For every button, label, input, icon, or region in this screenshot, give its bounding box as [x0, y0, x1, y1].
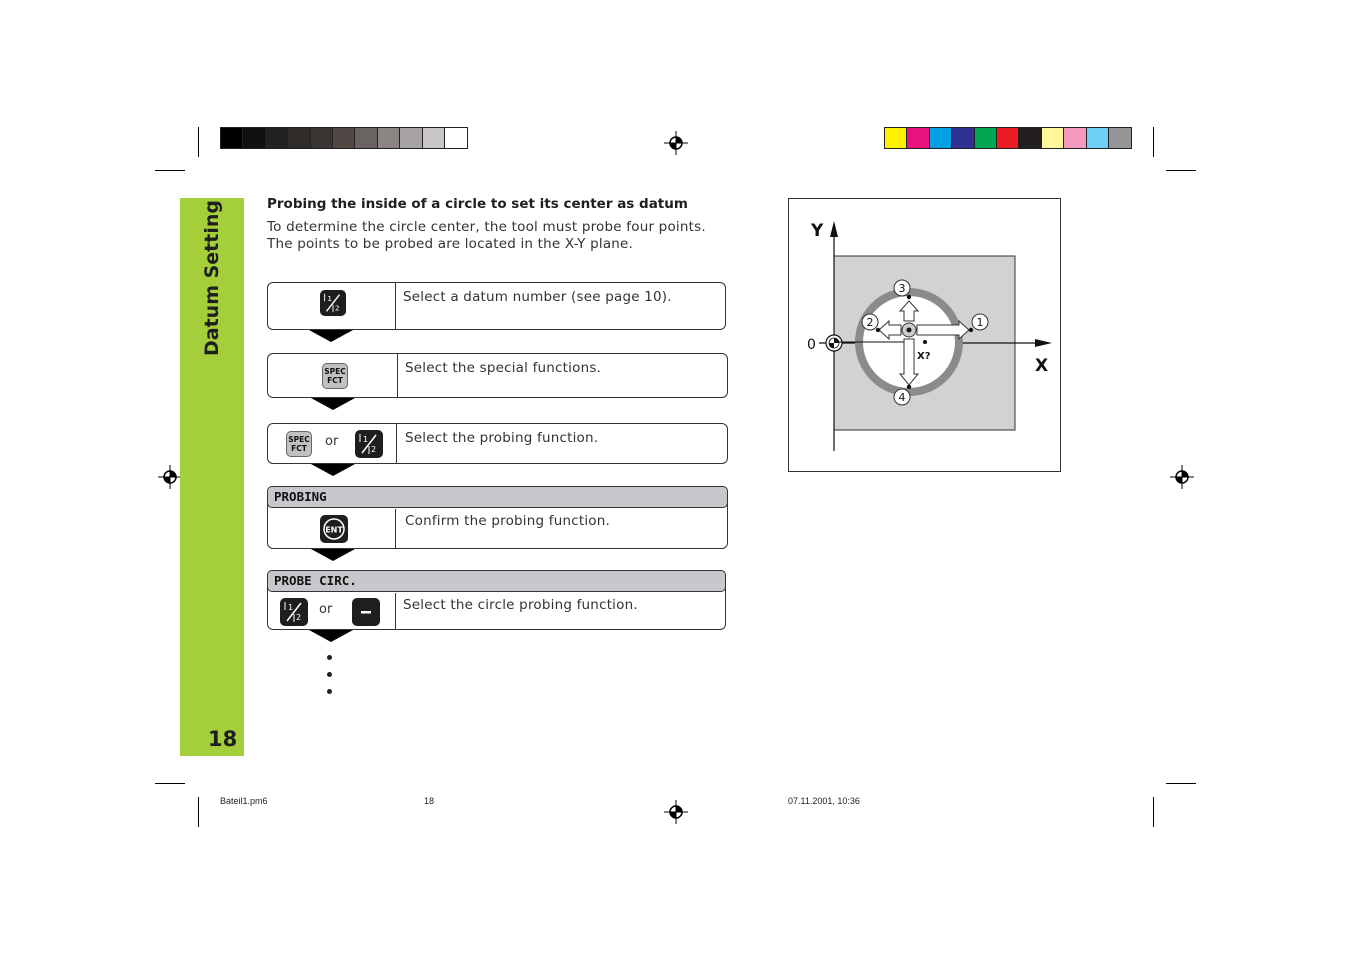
- continuation-dot: [327, 689, 332, 694]
- color-swatch: [288, 128, 310, 148]
- section-heading: Probing the inside of a circle to set its center as datum: [267, 196, 688, 212]
- crop-mark: [1153, 127, 1154, 157]
- page-number: 18: [208, 727, 238, 751]
- color-swatch: [355, 128, 377, 148]
- display-readout: PROBING: [267, 486, 728, 508]
- registration-mark-icon: [158, 465, 182, 489]
- step-arrow-icon: [311, 549, 355, 561]
- point-label-1: 1: [976, 316, 984, 329]
- color-swatch: [266, 128, 288, 148]
- color-swatch: [1109, 128, 1131, 148]
- color-swatch: [445, 128, 467, 148]
- crop-mark: [1166, 170, 1196, 171]
- origin-label: 0: [807, 337, 816, 353]
- registration-mark-icon: [664, 131, 688, 155]
- footer-filename: Bateil1.pm6: [220, 796, 268, 806]
- step-arrow-icon: [311, 398, 355, 410]
- step-arrow-icon: [311, 464, 355, 476]
- step-text: Select the special functions.: [405, 360, 602, 376]
- step-text: Select the circle probing function.: [403, 597, 638, 613]
- color-swatch: [400, 128, 422, 148]
- color-swatch: [423, 128, 445, 148]
- display-readout: PROBE CIRC.: [267, 570, 726, 592]
- svg-text:2: 2: [296, 613, 302, 622]
- step-special-functions: [267, 353, 728, 398]
- color-swatch: [1064, 128, 1086, 148]
- color-swatch: [1042, 128, 1064, 148]
- color-swatch: [311, 128, 333, 148]
- x-axis-label: X: [1035, 356, 1049, 376]
- color-swatch: [1019, 128, 1041, 148]
- color-swatch: [975, 128, 997, 148]
- svg-text:2: 2: [334, 303, 340, 313]
- step-arrow-icon: [309, 630, 353, 642]
- footer-timestamp: 07.11.2001, 10:36: [788, 796, 860, 806]
- color-swatch: [333, 128, 355, 148]
- crop-mark: [155, 170, 185, 171]
- continuation-dot: [327, 655, 332, 660]
- or-label: or: [325, 434, 339, 449]
- step-probing-function: [267, 423, 728, 464]
- color-swatch: [221, 128, 243, 148]
- x-axis-arrow-icon: [1035, 339, 1052, 347]
- crop-mark: [1166, 783, 1196, 784]
- continuation-dot: [327, 672, 332, 677]
- registration-mark-icon: [1170, 465, 1194, 489]
- point-label-2: 2: [866, 316, 874, 329]
- y-axis-arrow-icon: [830, 221, 838, 237]
- y-axis-label: Y: [811, 221, 824, 241]
- spec-fct-key-icon[interactable]: SPEC FCT: [286, 431, 312, 457]
- point-label-4: 4: [898, 391, 906, 404]
- point-label-3: 3: [898, 282, 906, 295]
- color-swatch: [243, 128, 265, 148]
- step-text: Select a datum number (see page 10).: [403, 289, 672, 305]
- color-swatch: [885, 128, 907, 148]
- color-swatch: [907, 128, 929, 148]
- center-label: X?: [917, 351, 931, 362]
- crop-mark: [198, 127, 199, 157]
- step-text: Select the probing function.: [405, 430, 599, 446]
- color-swatch: [1087, 128, 1109, 148]
- circle-probing-diagram: [789, 199, 1060, 471]
- crop-mark: [1153, 797, 1154, 827]
- step-select-datum: [267, 282, 726, 330]
- step-arrow-icon: [309, 330, 353, 342]
- origin-datum-icon: [826, 335, 842, 351]
- color-swatch: [378, 128, 400, 148]
- ent-key-icon[interactable]: [320, 515, 348, 543]
- datum-number-key-icon[interactable]: [355, 430, 383, 458]
- datum-number-key-icon[interactable]: [320, 290, 346, 316]
- footer-page: 18: [424, 796, 435, 806]
- crop-mark: [155, 783, 185, 784]
- section-intro: To determine the circle center, the tool must probe four points. The points to be probed are located in the X-Y plane.: [267, 219, 706, 252]
- svg-text:ENT: ENT: [325, 525, 343, 535]
- crop-mark: [198, 797, 199, 827]
- svg-text:2: 2: [371, 445, 377, 454]
- chapter-title: Datum Setting: [201, 200, 223, 356]
- datum-number-key-icon[interactable]: [280, 598, 308, 626]
- center-point: [923, 340, 927, 344]
- color-swatch: [952, 128, 974, 148]
- svg-text:1: 1: [288, 603, 294, 612]
- probing-diagram: [788, 198, 1061, 472]
- svg-text:1: 1: [327, 294, 333, 304]
- svg-text:1: 1: [363, 435, 369, 444]
- color-swatch: [930, 128, 952, 148]
- registration-mark-icon: [664, 800, 688, 824]
- or-label: or: [319, 602, 333, 617]
- minus-key-icon[interactable]: [352, 598, 380, 626]
- spec-fct-key-icon[interactable]: SPEC FCT: [322, 363, 348, 389]
- step-text: Confirm the probing function.: [405, 513, 611, 529]
- color-swatch: [997, 128, 1019, 148]
